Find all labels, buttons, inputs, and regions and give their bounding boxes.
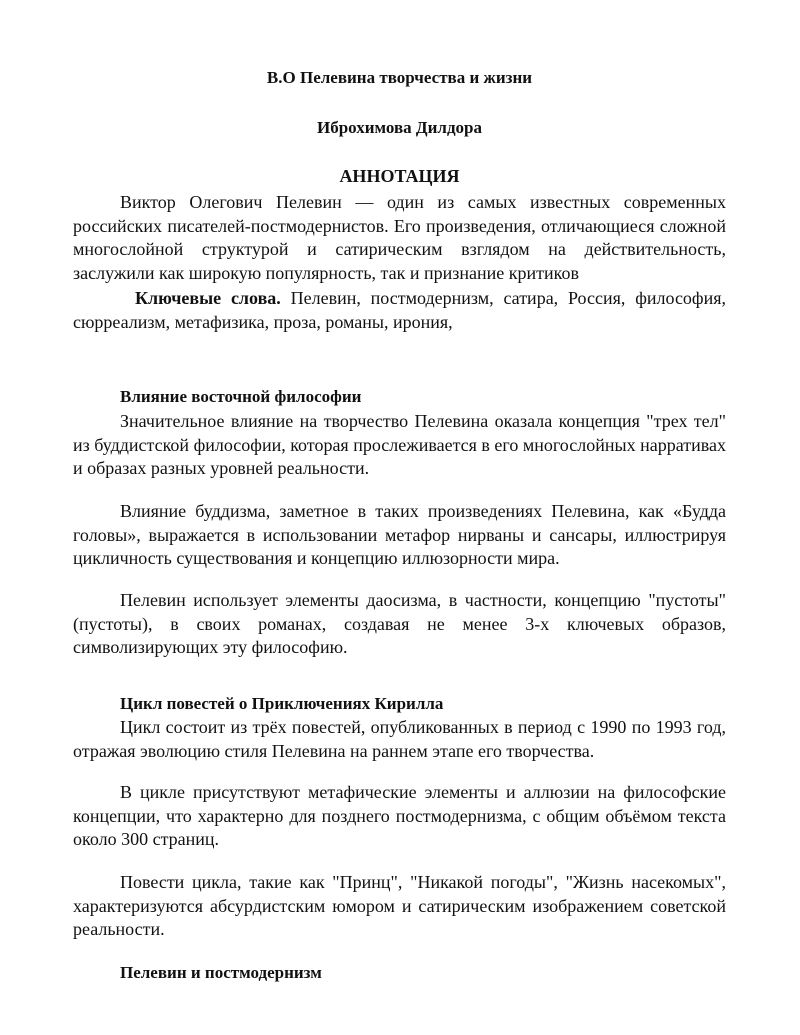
document-title: В.О Пелевина творчества и жизни [266, 68, 533, 87]
keywords-text: Пелевин, постмодернизм, сатира, Россия, философия, сюрреализм, метафизика, проза, романы, ирония, [73, 288, 727, 332]
annotation-heading: АННОТАЦИЯ [339, 166, 460, 186]
keywords-paragraph [73, 287, 726, 334]
section-paragraph: В цикле присутствуют метафические элементы и аллюзии на философские концепции, что характерно для позднего постмодернизма, с общим объёмом текста около 300 страниц. [73, 782, 726, 849]
section-heading-eastern-philosophy: Влияние восточной философии [120, 387, 362, 406]
section-paragraph: Цикл состоит из трёх повестей, опубликованных в период с 1990 по 1993 год, отражая эволюцию стиля Пелевина на раннем этапе его творчества. [73, 717, 726, 761]
author-name: Иброхимова Дилдора [317, 118, 482, 137]
section-heading-kirill-cycle: Цикл повестей о Приключениях Кирилла [120, 694, 444, 713]
section-paragraph: Пелевин использует элементы даосизма, в частности, концепцию "пустоты" (пустоты), в своих романах, создавая не менее 3-х ключевых образов, символизирующих эту философию. [73, 590, 726, 657]
section-paragraph: Влияние буддизма, заметное в таких произведениях Пелевина, как «Будда головы», выражается в использовании метафор нирваны и сансары, иллюстрируя цикличность существования и концепцию иллюзорности мира. [73, 501, 726, 568]
section-paragraph: Повести цикла, такие как "Принц", "Никакой погоды", "Жизнь насекомых", характеризуются абсурдистским юмором и сатирическим изображением советской реальности. [73, 872, 726, 939]
keywords-label: Ключевые слова. [135, 288, 281, 308]
section-heading-postmodernism: Пелевин и постмодернизм [120, 963, 322, 982]
section-paragraph: Значительное влияние на творчество Пелевина оказала концепция "трех тел" из буддистской философии, которая прослеживается в его многослойных нарративах и образах разных уровней реальности. [73, 411, 726, 478]
annotation-paragraph: Виктор Олегович Пелевин — один из самых известных современных российских писателей-постмодернистов. Его произведения, отличающиеся сложной многослойной структурой и сатирическим взглядом на действительность, заслужили как широкую популярность, так и признание критиков [73, 192, 726, 283]
